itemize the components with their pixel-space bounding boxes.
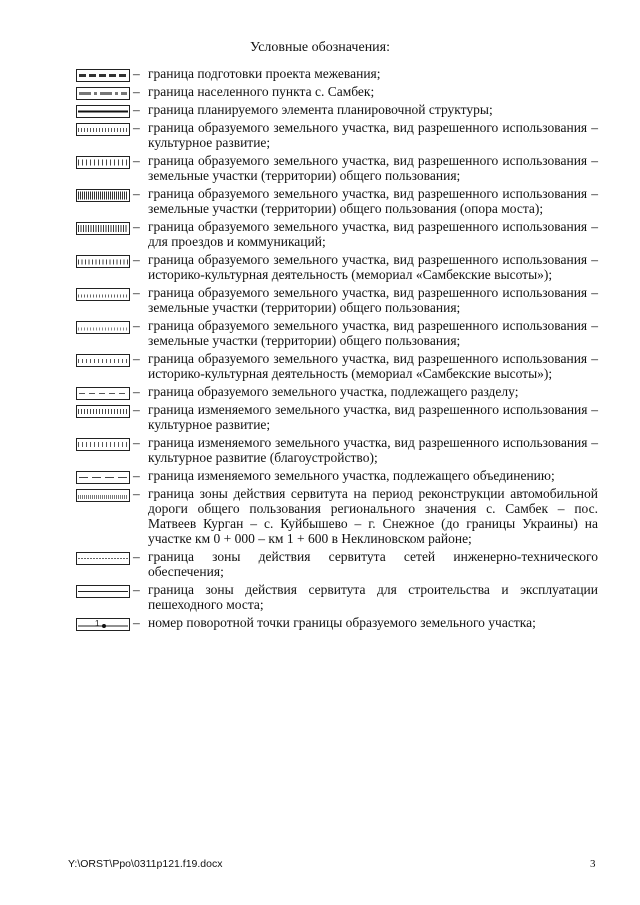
page-title: Условные обозначения:	[249, 40, 391, 55]
legend-item: – граница планируемого элемента планировочной структуры;	[70, 102, 598, 117]
servitude-footbridge-icon	[76, 585, 130, 598]
plot-to-split-icon	[76, 387, 130, 400]
legend-text: граница изменяемого земельного участка, подлежащего объединению;	[148, 468, 555, 483]
plot-common-use-3-icon	[76, 321, 130, 334]
plot-common-use-icon	[76, 156, 130, 169]
legend-item: – граница изменяемого земельного участка, вид разрешенного использования – культурное развитие (благоустройство);	[70, 435, 598, 465]
footer-file-path: Y:\ORST\Ppo\0311p121.f19.docx	[68, 858, 223, 870]
plot-passages-icon	[76, 222, 130, 235]
plot-memorial-icon	[76, 255, 130, 268]
legend-item: – граница образуемого земельного участка, вид разрешенного использования – культурное развитие;	[70, 120, 598, 150]
changed-plot-landscaping-icon	[76, 438, 130, 451]
legend-text: граница изменяемого земельного участка, вид разрешенного использования – культурное развитие (благоустройство);	[148, 435, 598, 465]
turning-point-label: 1	[95, 619, 100, 628]
planning-element-boundary-icon	[76, 105, 130, 118]
legend-item: – граница образуемого земельного участка, вид разрешенного использования – историко-культурная деятельность (мемориал «Самбекские высоты»);	[70, 252, 598, 282]
changed-plot-cultural-icon	[76, 405, 130, 418]
legend-item: 1 – номер поворотной точки границы образуемого земельного участка;	[70, 615, 598, 630]
preparation-boundary-icon	[76, 69, 130, 82]
legend-text: граница образуемого земельного участка, вид разрешенного использования – историко-культурная деятельность (мемориал «Самбекские высоты»);	[148, 252, 598, 282]
legend-text: граница образуемого земельного участка, вид разрешенного использования – культурное развитие;	[148, 120, 598, 150]
legend-item: – граница образуемого земельного участка, подлежащего разделу;	[70, 384, 598, 399]
turning-point-icon	[76, 618, 130, 631]
plot-cultural-icon	[76, 123, 130, 136]
legend-item: – граница изменяемого земельного участка, вид разрешенного использования – культурное развитие;	[70, 402, 598, 432]
legend-text: граница населенного пункта с. Самбек;	[148, 84, 375, 99]
legend-item: – граница образуемого земельного участка, вид разрешенного использования – земельные участки (территории) общего пользования;	[70, 153, 598, 183]
plot-memorial-2-icon	[76, 354, 130, 367]
legend-text: граница образуемого земельного участка, вид разрешенного использования – земельные участки (территории) общего пользования;	[148, 285, 598, 315]
legend-item: – граница образуемого земельного участка, вид разрешенного использования – историко-культурная деятельность (мемориал «Самбекские высоты»);	[70, 351, 598, 381]
legend-text: номер поворотной точки границы образуемого земельного участка;	[148, 615, 536, 630]
legend-item: – граница образуемого земельного участка, вид разрешенного использования – земельные участки (территории) общего пользования (опора моста);	[70, 186, 598, 216]
servitude-road-icon	[76, 489, 130, 502]
legend-text: граница зоны действия сервитута сетей инженерно-технического обеспечения;	[148, 549, 598, 579]
plot-bridge-support-icon	[76, 189, 130, 202]
legend-text: граница образуемого земельного участка, вид разрешенного использования – земельные участки (территории) общего пользования (опора моста);	[148, 186, 598, 216]
legend-item: – граница образуемого земельного участка, вид разрешенного использования – земельные участки (территории) общего пользования;	[70, 318, 598, 348]
legend-item: – граница подготовки проекта межевания;	[70, 66, 598, 81]
legend-item: – граница зоны действия сервитута сетей инженерно-технического обеспечения;	[70, 549, 598, 579]
legend-text: граница зоны действия сервитута для строительства и эксплуатации пешеходного моста;	[148, 582, 598, 612]
legend-item: – граница зоны действия сервитута для строительства и эксплуатации пешеходного моста;	[70, 582, 598, 612]
legend-text: граница образуемого земельного участка, подлежащего разделу;	[148, 384, 519, 399]
legend-text: граница изменяемого земельного участка, вид разрешенного использования – культурное развитие;	[148, 402, 598, 432]
legend-item: – граница изменяемого земельного участка, подлежащего объединению;	[70, 468, 598, 483]
legend-text: граница зоны действия сервитута на период реконструкции автомобильной дороги общего пользования регионального значения с. Самбек – пос. Матвеев Курган – с. Куйбышево – г. Снежное (до границы Украины) на участке км 0 + 000 – км 1 + 600 в Неклиновском районе;	[148, 486, 598, 546]
legend-item: – граница образуемого земельного участка, вид разрешенного использования – для проездов и коммуникаций;	[70, 219, 598, 249]
legend-item: – граница образуемого земельного участка, вид разрешенного использования – земельные участки (территории) общего пользования;	[70, 285, 598, 315]
servitude-networks-icon	[76, 552, 130, 565]
legend-text: граница образуемого земельного участка, вид разрешенного использования – земельные участки (территории) общего пользования;	[148, 318, 598, 348]
legend-text: граница образуемого земельного участка, вид разрешенного использования – для проездов и коммуникаций;	[148, 219, 598, 249]
changed-plot-merge-icon	[76, 471, 130, 484]
page-number: 3	[590, 858, 596, 870]
legend	[70, 66, 598, 633]
legend-item: – граница зоны действия сервитута на период реконструкции автомобильной дороги общего пользования регионального значения с. Самбек – пос. Матвеев Курган – с. Куйбышево – г. Снежное (до границы Украины) на участке км 0 + 000 – км 1 + 600 в Неклиновском районе;	[70, 486, 598, 546]
legend-text: граница планируемого элемента планировочной структуры;	[148, 102, 493, 117]
settlement-boundary-icon	[76, 87, 130, 100]
legend-item: – граница населенного пункта с. Самбек;	[70, 84, 598, 99]
legend-text: граница подготовки проекта межевания;	[148, 66, 381, 81]
legend-text: граница образуемого земельного участка, вид разрешенного использования – земельные участки (территории) общего пользования;	[148, 153, 598, 183]
legend-text: граница образуемого земельного участка, вид разрешенного использования – историко-культурная деятельность (мемориал «Самбекские высоты»);	[148, 351, 598, 381]
plot-common-use-2-icon	[76, 288, 130, 301]
